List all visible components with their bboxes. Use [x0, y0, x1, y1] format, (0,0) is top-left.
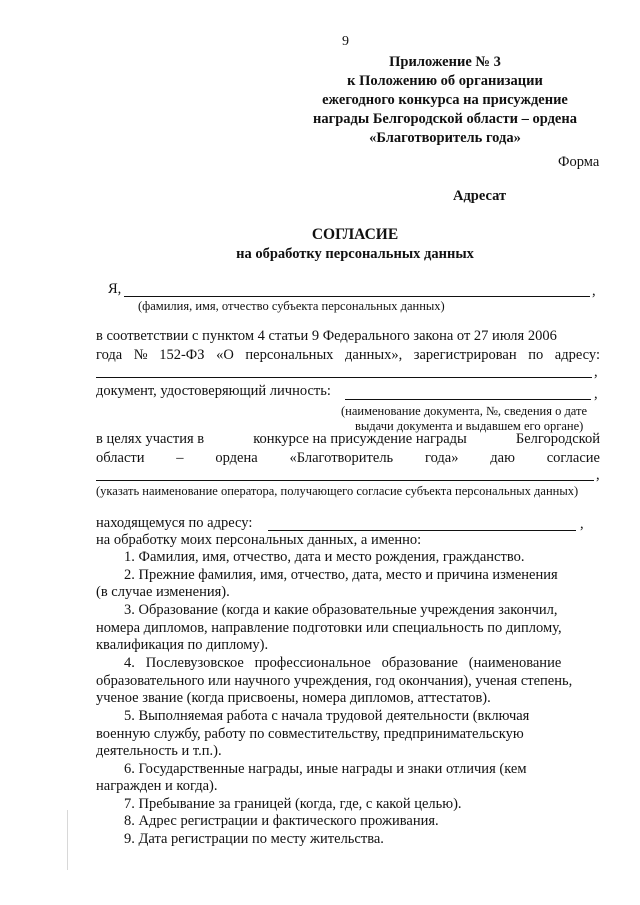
word: года»	[424, 450, 459, 466]
form-label: Форма	[558, 154, 600, 170]
list-item-4-line-1: 4. Послевузовское профессиональное образование (наименование	[124, 655, 562, 671]
list-item-7: 7. Пребывание за границей (когда, где, с какой целью).	[124, 796, 462, 812]
word: №	[133, 347, 148, 363]
list-item-6-line-2: награжден и когда).	[96, 778, 218, 794]
word: области	[96, 450, 145, 466]
identity-document-label: документ, удостоверяющий личность:	[96, 383, 331, 399]
appendix-line-4: награды Белгородской области – ордена	[313, 111, 577, 127]
word: персональных	[245, 347, 334, 363]
phrase: в целях участия в	[96, 431, 205, 447]
word: –	[176, 450, 184, 466]
address-field[interactable]	[96, 377, 592, 378]
page-number: 9	[342, 34, 349, 49]
appendix-line-1: Приложение № 3	[389, 54, 501, 70]
identity-document-hint-2: выдачи документа и выдавшем его органе)	[355, 419, 584, 433]
list-item-5-line-1: 5. Выполняемая работа с начала трудовой деятельности (включая	[124, 708, 530, 724]
document-subtitle: на обработку персональных данных	[236, 246, 474, 262]
list-item-3-line-3: квалификация по диплому).	[96, 637, 269, 653]
word: «О	[216, 347, 234, 363]
list-item-1: 1. Фамилия, имя, отчество, дата и место рождения, гражданство.	[124, 549, 525, 565]
word: ордена	[215, 450, 258, 466]
comma: ,	[580, 516, 584, 532]
operator-field[interactable]	[96, 480, 594, 481]
appendix-line-5: «Благотворитель года»	[369, 130, 521, 146]
list-item-9: 9. Дата регистрации по месту жительства.	[124, 831, 384, 847]
ya-label: Я,	[108, 281, 122, 297]
list-item-4-line-2: образовательного или научного учреждения, год окончания), ученая степень,	[96, 673, 573, 689]
word: данных»,	[345, 347, 403, 363]
list-item-8: 8. Адрес регистрации и фактического проживания.	[124, 813, 439, 829]
identity-document-hint-1: (наименование документа, №, сведения о дате	[341, 404, 588, 418]
word: адресу:	[554, 347, 600, 363]
comma: ,	[594, 386, 598, 402]
word: зарегистрирован	[413, 347, 517, 363]
law-line-1: в соответствии с пунктом 4 статьи 9 Федерального закона от 27 июля 2006	[96, 328, 557, 344]
law-line-2	[96, 347, 600, 364]
list-item-3-line-1: 3. Образование (когда и какие образовательные учреждения закончил,	[124, 602, 558, 618]
located-label: находящемуся по адресу:	[96, 515, 253, 531]
word: «Благотворитель	[289, 450, 394, 466]
appendix-line-3: ежегодного конкурса на присуждение	[322, 92, 568, 108]
document-title: СОГЛАСИЕ	[311, 226, 399, 243]
operator-hint: (указать наименование оператора, получающего согласие субъекта персональных данных)	[96, 484, 579, 498]
phrase: Белгородской	[515, 431, 600, 447]
word: года	[96, 347, 123, 363]
full-name-field[interactable]	[124, 296, 590, 297]
phrase: конкурсе на присуждение награды	[253, 431, 467, 447]
operator-address-field[interactable]	[268, 530, 576, 531]
list-item-3-line-2: номера дипломов, направление подготовки или специальность по диплому,	[96, 620, 562, 636]
word: 152-ФЗ	[159, 347, 205, 363]
comma: ,	[596, 467, 600, 483]
word: согласие	[546, 450, 600, 466]
list-item-2-line-2: (в случае изменения).	[96, 584, 230, 600]
full-name-hint: (фамилия, имя, отчество субъекта персональных данных)	[138, 299, 445, 313]
list-item-2-line-1: 2. Прежние фамилия, имя, отчество, дата, место и причина изменения	[124, 567, 558, 583]
list-item-5-line-2: военную службу, работу по совместительству, предпринимательскую	[96, 726, 524, 742]
processing-line: на обработку моих персональных данных, а именно:	[96, 532, 422, 548]
addressee-label: Адресат	[453, 188, 507, 204]
purpose-line-2	[96, 450, 600, 467]
identity-document-field[interactable]	[345, 399, 591, 400]
appendix-line-2: к Положению об организации	[347, 73, 543, 89]
purpose-line-1	[96, 431, 600, 448]
word: по	[528, 347, 544, 363]
comma: ,	[594, 364, 598, 380]
list-item-5-line-3: деятельность и т.п.).	[96, 743, 222, 759]
comma: ,	[592, 283, 596, 299]
list-item-4-line-3: ученое звание (когда присвоены, номера дипломов, аттестатов).	[96, 690, 491, 706]
scan-edge-mark	[67, 810, 68, 870]
list-item-6-line-1: 6. Государственные награды, иные награды и знаки отличия (кем	[124, 761, 527, 777]
word: даю	[490, 450, 515, 466]
